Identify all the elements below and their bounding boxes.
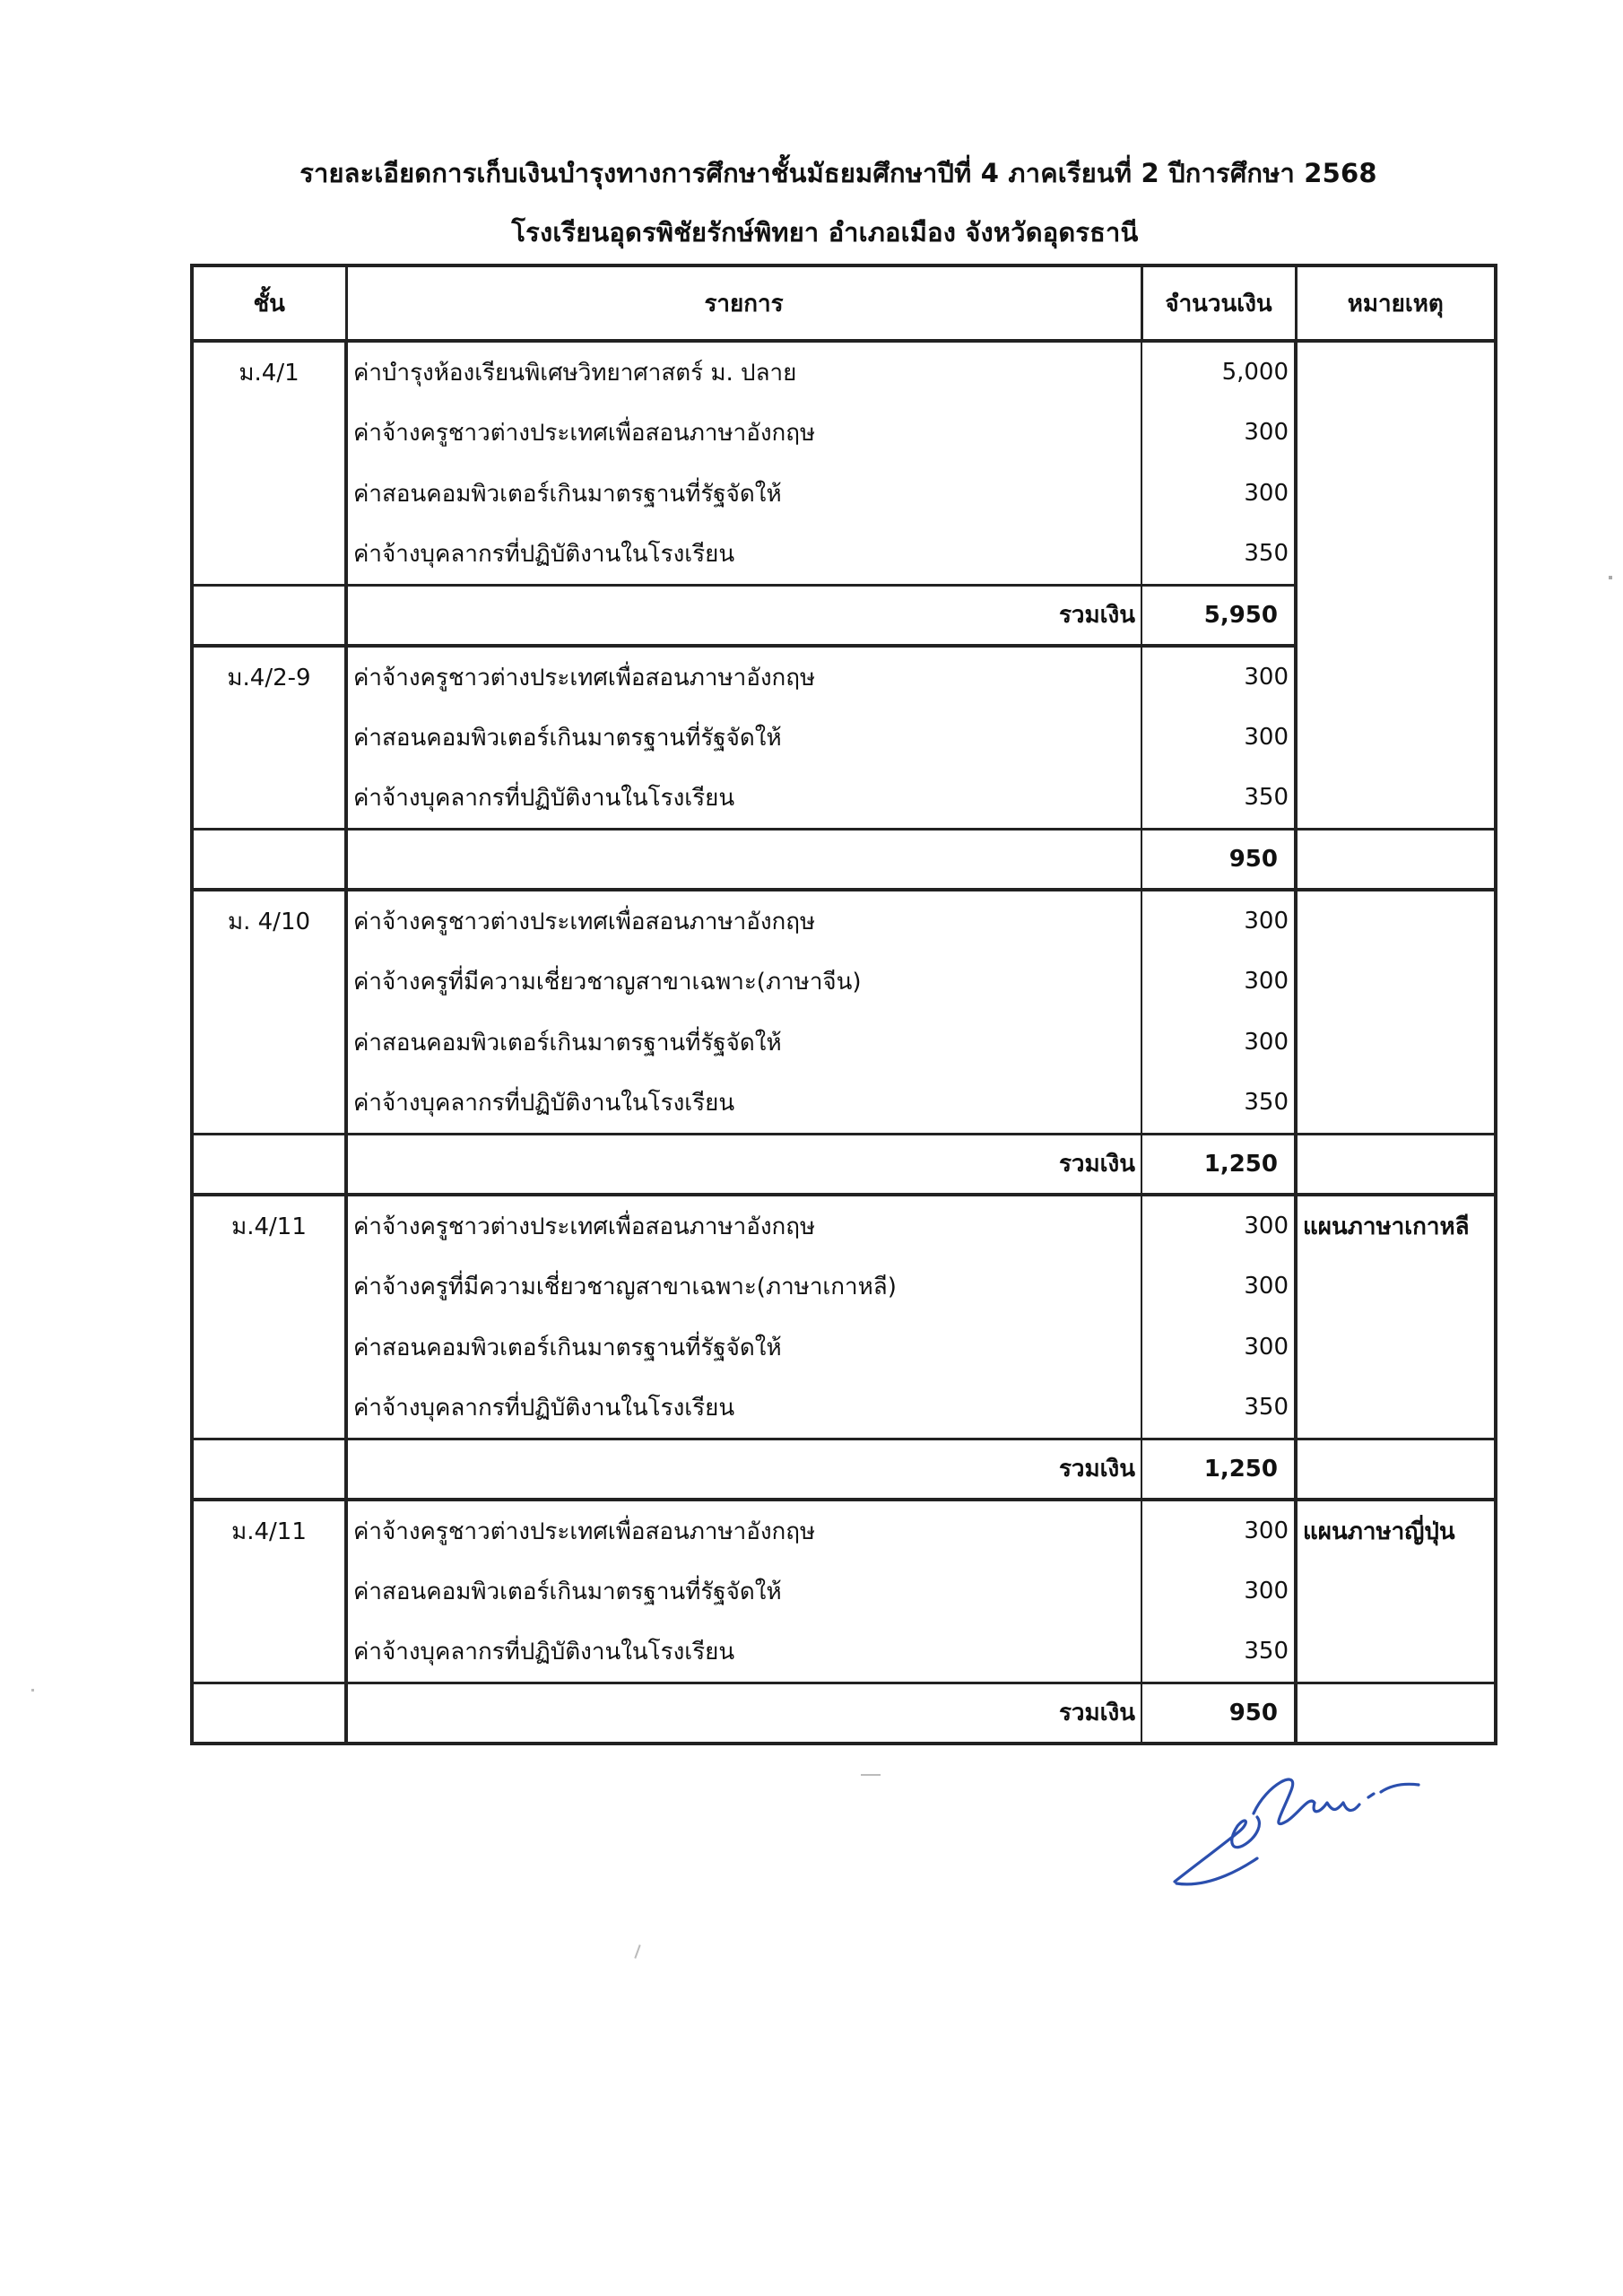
table-row bbox=[192, 1256, 1496, 1317]
header-item: รายการ bbox=[346, 265, 1141, 341]
total-label: รวมเงิน bbox=[346, 1134, 1141, 1195]
total-amount: 950 bbox=[1141, 829, 1296, 890]
total-row bbox=[192, 585, 1496, 646]
class-cell bbox=[192, 524, 346, 585]
fee-table-body bbox=[192, 341, 1496, 1744]
header-class: ชั้น bbox=[192, 265, 346, 341]
table-row bbox=[192, 646, 1496, 707]
table-row bbox=[192, 1012, 1496, 1073]
class-cell bbox=[192, 1073, 346, 1134]
item-cell: ค่าจ้างครูชาวต่างประเทศเพื่อสอนภาษาอังกฤษ bbox=[346, 1195, 1141, 1256]
header-remark: หมายเหตุ bbox=[1296, 265, 1496, 341]
amount-cell: 5,000 bbox=[1141, 341, 1296, 402]
class-cell bbox=[192, 951, 346, 1012]
class-cell bbox=[192, 768, 346, 829]
total-row bbox=[192, 829, 1496, 890]
class-cell bbox=[192, 1622, 346, 1683]
total-amount: 1,250 bbox=[1141, 1439, 1296, 1500]
item-cell: ค่าจ้างบุคลากรที่ปฏิบัติงานในโรงเรียน bbox=[346, 524, 1141, 585]
total-label: รวมเงิน bbox=[346, 585, 1141, 646]
table-row bbox=[192, 1622, 1496, 1683]
item-cell: ค่าบำรุงห้องเรียนพิเศษวิทยาศาสตร์ ม. ปลาย bbox=[346, 341, 1141, 402]
total-label bbox=[346, 829, 1141, 890]
table-row bbox=[192, 463, 1496, 524]
item-cell: ค่าจ้างครูชาวต่างประเทศเพื่อสอนภาษาอังกฤษ bbox=[346, 646, 1141, 707]
remark-cell bbox=[1296, 1622, 1496, 1683]
table-row bbox=[192, 1073, 1496, 1134]
remark-cell bbox=[1296, 707, 1496, 768]
total-amount: 950 bbox=[1141, 1683, 1296, 1744]
amount-cell: 350 bbox=[1141, 524, 1296, 585]
header-amount: จำนวนเงิน bbox=[1141, 265, 1296, 341]
remark-cell bbox=[1296, 1317, 1496, 1378]
amount-cell: 350 bbox=[1141, 1622, 1296, 1683]
class-cell bbox=[192, 402, 346, 463]
item-cell: ค่าจ้างบุคลากรที่ปฏิบัติงานในโรงเรียน bbox=[346, 1378, 1141, 1439]
class-cell bbox=[192, 1561, 346, 1622]
remark-cell bbox=[1296, 951, 1496, 1012]
table-row bbox=[192, 1500, 1496, 1561]
amount-cell: 300 bbox=[1141, 1317, 1296, 1378]
class-cell: ม.4/11 bbox=[192, 1500, 346, 1561]
amount-cell: 300 bbox=[1141, 1256, 1296, 1317]
class-cell: ม. 4/10 bbox=[192, 890, 346, 951]
remark-cell bbox=[1296, 1378, 1496, 1439]
total-row bbox=[192, 1439, 1496, 1500]
document-subtitle: โรงเรียนอุดรพิชัยรักษ์พิทยา อำเภอเมือง จังหวัดอุดรธานี bbox=[511, 217, 1139, 248]
total-remark-cell bbox=[1296, 1439, 1496, 1500]
amount-cell: 300 bbox=[1141, 463, 1296, 524]
class-cell bbox=[192, 1256, 346, 1317]
class-cell bbox=[192, 1317, 346, 1378]
class-cell bbox=[192, 1378, 346, 1439]
remark-cell bbox=[1296, 1561, 1496, 1622]
remark-cell bbox=[1296, 1073, 1496, 1134]
amount-cell: 300 bbox=[1141, 951, 1296, 1012]
amount-cell: 300 bbox=[1141, 1012, 1296, 1073]
amount-cell: 350 bbox=[1141, 1073, 1296, 1134]
remark-cell bbox=[1296, 463, 1496, 524]
table-row bbox=[192, 1317, 1496, 1378]
table-row bbox=[192, 707, 1496, 768]
total-remark-cell bbox=[1296, 585, 1496, 646]
remark-cell bbox=[1296, 646, 1496, 707]
item-cell: ค่าจ้างครูชาวต่างประเทศเพื่อสอนภาษาอังกฤษ bbox=[346, 890, 1141, 951]
fee-table bbox=[190, 264, 1497, 1745]
scan-mark bbox=[31, 1689, 34, 1692]
item-cell: ค่าสอนคอมพิวเตอร์เกินมาตรฐานที่รัฐจัดให้ bbox=[346, 707, 1141, 768]
total-label: รวมเงิน bbox=[346, 1439, 1141, 1500]
total-class-cell bbox=[192, 585, 346, 646]
amount-cell: 300 bbox=[1141, 707, 1296, 768]
item-cell: ค่าจ้างบุคลากรที่ปฏิบัติงานในโรงเรียน bbox=[346, 1073, 1141, 1134]
signature bbox=[1157, 1749, 1444, 1910]
total-label: รวมเงิน bbox=[346, 1683, 1141, 1744]
item-cell: ค่าจ้างบุคลากรที่ปฏิบัติงานในโรงเรียน bbox=[346, 768, 1141, 829]
class-cell: ม.4/11 bbox=[192, 1195, 346, 1256]
class-cell bbox=[192, 707, 346, 768]
table-row bbox=[192, 341, 1496, 402]
table-row bbox=[192, 951, 1496, 1012]
document-title: รายละเอียดการเก็บเงินบำรุงทางการศึกษาชั้นมัธยมศึกษาปีที่ 4 ภาคเรียนที่ 2 ปีการศึกษา 2568 bbox=[299, 158, 1377, 188]
remark-cell: แผนภาษาเกาหลี bbox=[1296, 1195, 1496, 1256]
total-class-cell bbox=[192, 1683, 346, 1744]
total-remark-cell bbox=[1296, 1134, 1496, 1195]
amount-cell: 350 bbox=[1141, 1378, 1296, 1439]
remark-cell bbox=[1296, 1256, 1496, 1317]
amount-cell: 300 bbox=[1141, 1500, 1296, 1561]
table-row bbox=[192, 768, 1496, 829]
total-class-cell bbox=[192, 829, 346, 890]
table-row bbox=[192, 524, 1496, 585]
scan-mark bbox=[634, 1944, 640, 1959]
remark-cell bbox=[1296, 768, 1496, 829]
total-class-cell bbox=[192, 1134, 346, 1195]
item-cell: ค่าสอนคอมพิวเตอร์เกินมาตรฐานที่รัฐจัดให้ bbox=[346, 1561, 1141, 1622]
remark-cell bbox=[1296, 890, 1496, 951]
amount-cell: 350 bbox=[1141, 768, 1296, 829]
amount-cell: 300 bbox=[1141, 1561, 1296, 1622]
table-row bbox=[192, 890, 1496, 951]
item-cell: ค่าจ้างครูที่มีความเชี่ยวชาญสาขาเฉพาะ(ภาษาจีน) bbox=[346, 951, 1141, 1012]
amount-cell: 300 bbox=[1141, 402, 1296, 463]
class-cell bbox=[192, 1012, 346, 1073]
table-row bbox=[192, 402, 1496, 463]
class-cell: ม.4/1 bbox=[192, 341, 346, 402]
table-row bbox=[192, 1378, 1496, 1439]
remark-cell bbox=[1296, 402, 1496, 463]
remark-cell bbox=[1296, 1012, 1496, 1073]
total-amount: 5,950 bbox=[1141, 585, 1296, 646]
scan-mark bbox=[861, 1774, 881, 1776]
table-row bbox=[192, 1195, 1496, 1256]
total-amount: 1,250 bbox=[1141, 1134, 1296, 1195]
class-cell bbox=[192, 463, 346, 524]
total-remark-cell bbox=[1296, 1683, 1496, 1744]
total-class-cell bbox=[192, 1439, 346, 1500]
total-remark-cell bbox=[1296, 829, 1496, 890]
item-cell: ค่าสอนคอมพิวเตอร์เกินมาตรฐานที่รัฐจัดให้ bbox=[346, 1317, 1141, 1378]
total-row bbox=[192, 1134, 1496, 1195]
remark-cell: แผนภาษาญี่ปุ่น bbox=[1296, 1500, 1496, 1561]
amount-cell: 300 bbox=[1141, 1195, 1296, 1256]
class-cell: ม.4/2-9 bbox=[192, 646, 346, 707]
remark-cell bbox=[1296, 524, 1496, 585]
item-cell: ค่าจ้างครูชาวต่างประเทศเพื่อสอนภาษาอังกฤษ bbox=[346, 1500, 1141, 1561]
remark-cell bbox=[1296, 341, 1496, 402]
item-cell: ค่าสอนคอมพิวเตอร์เกินมาตรฐานที่รัฐจัดให้ bbox=[346, 1012, 1141, 1073]
item-cell: ค่าจ้างบุคลากรที่ปฏิบัติงานในโรงเรียน bbox=[346, 1622, 1141, 1683]
table-row bbox=[192, 1561, 1496, 1622]
item-cell: ค่าจ้างครูชาวต่างประเทศเพื่อสอนภาษาอังกฤษ bbox=[346, 402, 1141, 463]
amount-cell: 300 bbox=[1141, 890, 1296, 951]
item-cell: ค่าจ้างครูที่มีความเชี่ยวชาญสาขาเฉพาะ(ภาษาเกาหลี) bbox=[346, 1256, 1141, 1317]
total-row bbox=[192, 1683, 1496, 1744]
item-cell: ค่าสอนคอมพิวเตอร์เกินมาตรฐานที่รัฐจัดให้ bbox=[346, 463, 1141, 524]
scan-mark bbox=[1609, 576, 1612, 579]
amount-cell: 300 bbox=[1141, 646, 1296, 707]
table-header-row bbox=[192, 265, 1496, 341]
